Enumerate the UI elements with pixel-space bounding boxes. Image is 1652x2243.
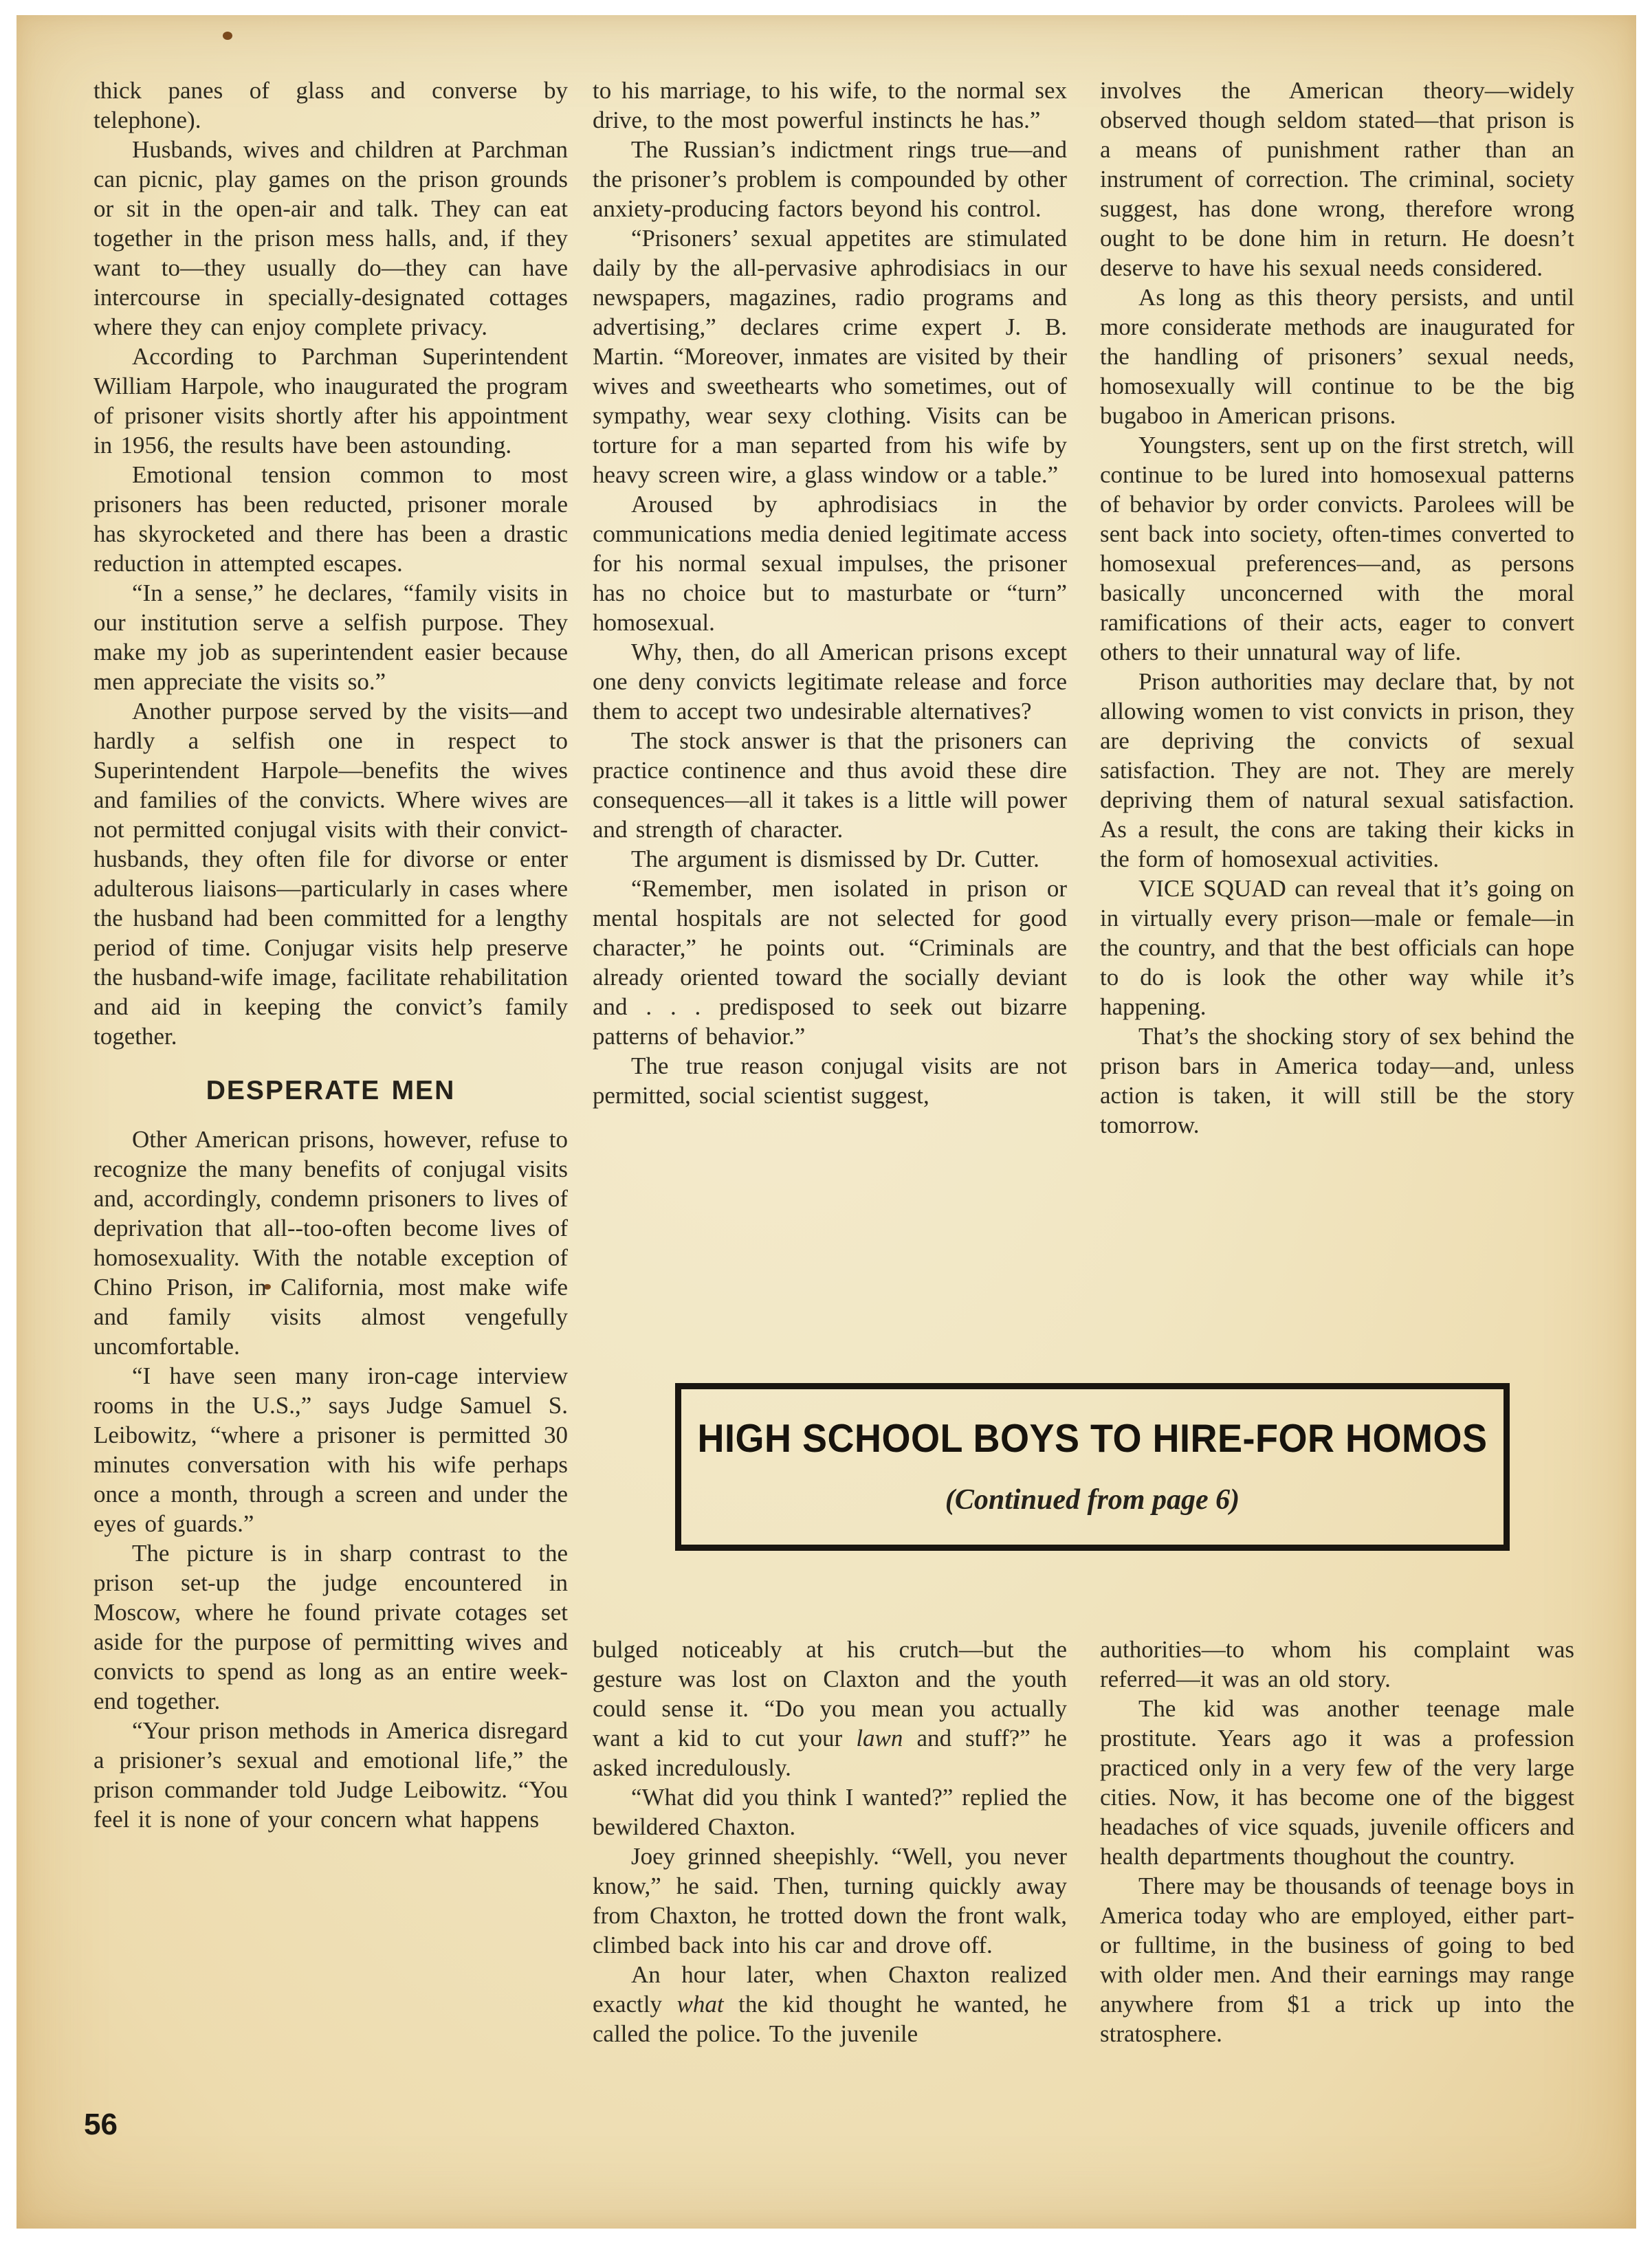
paragraph: [593, 135, 1067, 223]
paragraph: [593, 1842, 1067, 1960]
text-run: Prison authorities may declare that, by not allowing women to vist convicts in prison, they are depriving the convicts of sexual satisfaction. They are not. They are merely depriving them of natural sexual satisfaction. As a result, the cons are taking their kicks in the form of homosexual activities.: [1100, 668, 1574, 872]
paragraph: [93, 578, 568, 696]
text-run: According to Parchman Superintendent William Harpole, who inaugurated the program of prisoner visits shortly after his appointment in 1956, the results have been astounding.: [93, 343, 568, 458]
paragraph: [1100, 667, 1574, 874]
text-run: “Remember, men isolated in prison or mental hospitals are not selected for good character,” he points out. “Criminals are already oriented toward the socially deviant and . . . predisposed to seek out bizarre patterns of behavior.”: [593, 875, 1067, 1050]
paragraph: [93, 135, 568, 342]
paragraph: [593, 726, 1067, 844]
text-run: authorities—to whom his complaint was referred—it was an old story.: [1100, 1636, 1574, 1692]
text-run: Joey grinned sheepishly. “Well, you never know,” he said. Then, turning quickly away from Chaxton, he trotted down the front walk, climbed back into his car and drove off.: [593, 1843, 1067, 1958]
paragraph: [1100, 76, 1574, 283]
paragraph: [593, 489, 1067, 637]
section-subhead: [93, 1076, 568, 1105]
text-run: “What did you think I wanted?” replied the bewildered Chaxton.: [593, 1784, 1067, 1840]
text-run: “Prisoners’ sexual appetites are stimulated daily by the all-pervasive aphrodisiacs in our newspapers, magazines, radio programs and advertising,” declares crime expert J. B. Martin. “Moreover, inmates are visited by their wives and sweethearts who sometimes, out of sympathy, wear sexy clothing. Visits can be torture for a man separted from his wife by heavy screen wire, a glass window or a table.”: [593, 225, 1067, 488]
text-run: An hour later, when Chaxton realized exactly: [593, 1961, 1067, 2018]
story-column-middle: [593, 1635, 1067, 2171]
paragraph: [93, 460, 568, 578]
paragraph: [593, 844, 1067, 874]
paragraph: [93, 1361, 568, 1538]
paragraph: [93, 342, 568, 460]
paragraph: [593, 637, 1067, 726]
text-run: The kid was another teenage male prostitute. Years ago it was a profession practiced only in a very few of the very large cities. Now, it has become one of the biggest headaches of vice squads, juvenile officers and health departments thoughout the country.: [1100, 1695, 1574, 1870]
text-run: Emotional tension common to most prisoners has been reducted, prisoner morale has skyrocketed and there has been a drastic reduction in attempted escapes.: [93, 461, 568, 577]
text-run: to his marriage, to his wife, to the normal sex drive, to the most powerful instincts he has.”: [593, 77, 1067, 133]
paragraph: [93, 696, 568, 1051]
paragraph: [593, 1960, 1067, 2048]
continued-story-box: [675, 1383, 1510, 1551]
text-run: The picture is in sharp contrast to the prison set-up the judge encountered in Moscow, where he found private cotages set aside for the purpose of permitting wives and convicts to spend as long as an entire week-end together.: [93, 1540, 568, 1714]
text-run: thick panes of glass and converse by telephone).: [93, 77, 568, 133]
paragraph: [593, 1635, 1067, 1782]
page-number: 56: [84, 2108, 118, 2141]
continued-story-title: HIGH SCHOOL BOYS TO HIRE-FOR HOMOS: [697, 1417, 1488, 1461]
text-run: As long as this theory persists, and until more considerate methods are inaugurated for the handling of prisoners’ sexual needs, homosexually will continue to be the big bugaboo in American prisons.: [1100, 284, 1574, 429]
text-run: the kid thought he wanted, he called the police. To the juvenile: [593, 1991, 1067, 2047]
article-column-left: [93, 76, 568, 2117]
paper-background: [16, 15, 1636, 2229]
text-run: The stock answer is that the prisoners can practice continence and thus avoid these dire consequences—all it takes is a little will power and strength of character.: [593, 727, 1067, 843]
text-run: Other American prisons, however, refuse to recognize the many benefits of conjugal visits and, accordingly, condemn prisoners to lives of deprivation that all--too-often become lives of homosexuality. With the notable exception of Chino Prison, in California, most make wife and family visits almost vengefully uncomfortable.: [93, 1126, 568, 1360]
text-run: Husbands, wives and children at Parchman can picnic, play games on the prison grounds or sit in the open-air and talk. They can eat together in the prison mess halls, and, if they want to—they usually do—they can have intercourse in specially-designated cottages where they can enjoy complete privacy.: [93, 136, 568, 340]
paragraph: [93, 1538, 568, 1716]
text-run: There may be thousands of teenage boys in America today who are employed, either part-or fulltime, in the business of going to bed with older men. And their earnings may range anywhere from $1 a trick up into the stratosphere.: [1100, 1872, 1574, 2047]
text-run: “Your prison methods in America disregard a prisioner’s sexual and emotional life,” the prison commander told Judge Leibowitz. “You feel it is none of your concern what happens: [93, 1717, 568, 1833]
article-column-middle: [593, 76, 1067, 1347]
text-run: and stuff?” he asked incredulously.: [593, 1725, 1067, 1781]
text-run: That’s the shocking story of sex behind the prison bars in America today—and, unless action is taken, it will still be the story tomorrow.: [1100, 1023, 1574, 1138]
continued-from-note: (Continued from page 6): [945, 1484, 1240, 1516]
text-run: “In a sense,” he declares, “family visits in our institution serve a selfish purpose. They make my job as superintendent easier because men appreciate the visits so.”: [93, 579, 568, 695]
paragraph: [593, 874, 1067, 1051]
text-run: The Russian’s indictment rings true—and the prisoner’s problem is compounded by other anxiety-producing factors beyond his control.: [593, 136, 1067, 222]
paragraph: [1100, 874, 1574, 1021]
article-column-right: [1100, 76, 1574, 1347]
paragraph: [1100, 1871, 1574, 2048]
text-run: bulged noticeably at his crutch—but the gesture was lost on Claxton and the youth could sense it. “Do you mean you actually want a kid to cut your: [593, 1636, 1067, 1752]
paper-speck: [223, 32, 232, 40]
paragraph: [593, 1782, 1067, 1842]
text-run: VICE SQUAD can reveal that it’s going on in virtually every prison—male or female—in the country, and that the best officials can hope to do is look the other way while it’s happening.: [1100, 875, 1574, 1020]
text-run: The argument is dismissed by Dr. Cutter.: [631, 846, 1039, 872]
text-run: Youngsters, sent up on the first stretch, will continue to be lured into homosexual patterns of behavior by order convicts. Parolees will be sent back into society, often-times converted to homosexual preferences—and, as persons basically unconcerned with the moral ramifications of their acts, eager to convert others to their unnatural way of life.: [1100, 432, 1574, 665]
paragraph: [1100, 1021, 1574, 1140]
text-run: Why, then, do all American prisons except one deny convicts legitimate release and force them to accept two undesirable alternatives?: [593, 639, 1067, 725]
paragraph: [93, 76, 568, 135]
paragraph: [1100, 1694, 1574, 1871]
text-run: DESPERATE MEN: [206, 1076, 456, 1105]
text-run: Aroused by aphrodisiacs in the communications media denied legitimate access for his normal sexual impulses, the prisoner has no choice but to masturbate or “turn” homosexual.: [593, 491, 1067, 636]
text-run: Another purpose served by the visits—and hardly a selfish one in respect to Superintendent Harpole—benefits the wives and families of the convicts. Where wives are not permitted conjugal visits with their convict-husbands, they often file for divorse or enter adulterous liaisons—particularly in cases where the husband had been committed for a lengthy period of time. Conjugar visits help preserve the husband-wife image, facilitate rehabilitation and aid in keeping the convict’s family together.: [93, 698, 568, 1050]
text-run: “I have seen many iron-cage interview rooms in the U.S.,” says Judge Samuel S. Leibowitz, “where a prisoner is permitted 30 minutes conversation with his wife perhaps once a month, through a screen and under the eyes of guards.”: [93, 1362, 568, 1537]
paragraph: [1100, 430, 1574, 667]
story-column-right: [1100, 1635, 1574, 2130]
text-run: involves the American theory—widely observed though seldom stated—that prison is a means of punishment rather than an instrument of correction. The criminal, society suggest, has done wrong, therefore wrong ought to be done him in return. He doesn’t deserve to have his sexual needs considered.: [1100, 77, 1574, 281]
paragraph: [593, 223, 1067, 489]
paragraph: [1100, 283, 1574, 430]
paragraph: [93, 1125, 568, 1361]
paragraph: [1100, 1635, 1574, 1694]
italic-run: what: [676, 1991, 724, 2018]
text-run: The true reason conjugal visits are not permitted, social scientist suggest,: [593, 1052, 1067, 1109]
italic-run: lawn: [856, 1725, 903, 1752]
paragraph: [593, 1051, 1067, 1110]
paragraph: [93, 1716, 568, 1834]
paragraph: [593, 76, 1067, 135]
